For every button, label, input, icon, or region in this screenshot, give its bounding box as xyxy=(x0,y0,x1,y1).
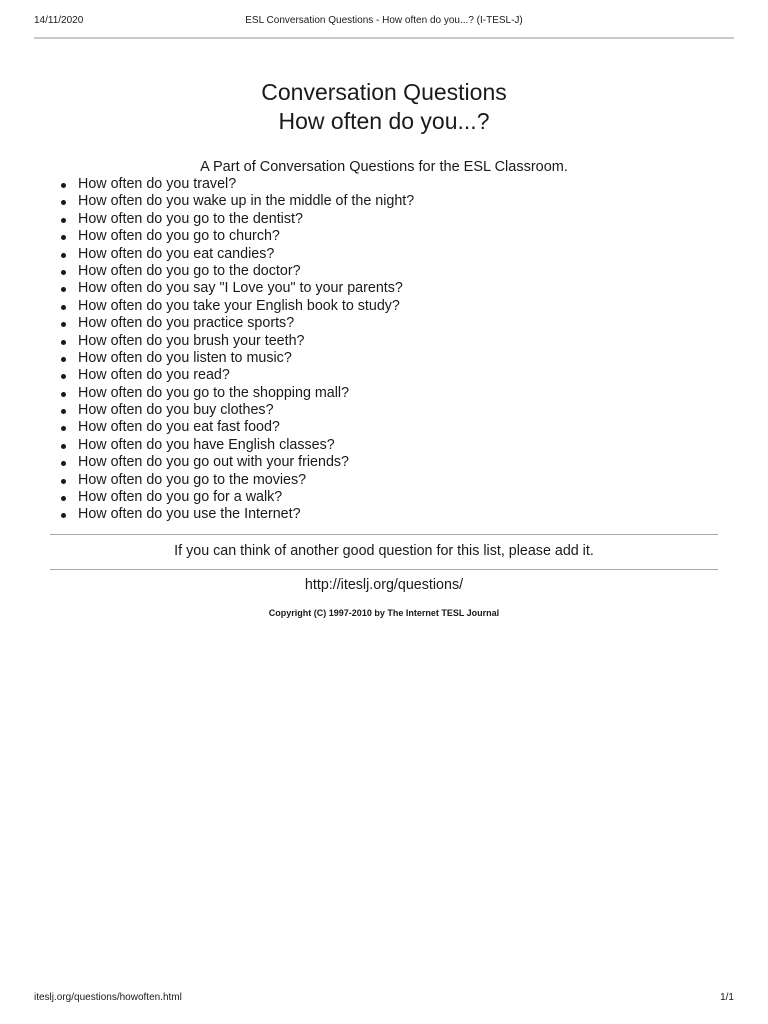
question-text: How often do you brush your teeth? xyxy=(78,332,305,349)
question-text: How often do you travel? xyxy=(78,176,237,192)
question-item xyxy=(60,419,414,436)
bullet-icon xyxy=(61,479,66,484)
question-text: How often do you practice sports? xyxy=(78,315,295,332)
question-text: How often do you eat fast food? xyxy=(78,419,280,436)
question-item xyxy=(60,263,414,280)
bullet-icon xyxy=(61,496,66,501)
question-item xyxy=(60,385,414,402)
question-item xyxy=(60,489,414,506)
question-item xyxy=(60,228,414,245)
question-item xyxy=(60,298,414,315)
question-text: How often do you buy clothes? xyxy=(78,402,274,419)
bullet-icon xyxy=(61,253,66,258)
question-text: How often do you go for a walk? xyxy=(78,489,283,506)
bullet-icon xyxy=(61,270,66,275)
question-text: How often do you go out with your friends? xyxy=(78,454,350,471)
page-title xyxy=(0,78,768,136)
bullet-icon xyxy=(61,461,66,466)
question-text: How often do you go to the doctor? xyxy=(78,262,301,279)
question-text: How often do you have English classes? xyxy=(78,436,335,453)
question-text: How often do you eat candies? xyxy=(78,245,275,262)
question-item xyxy=(60,472,414,489)
bullet-icon xyxy=(61,392,66,397)
bullet-icon xyxy=(61,340,66,345)
question-list xyxy=(60,176,414,524)
bullet-icon xyxy=(61,409,66,414)
question-item xyxy=(60,246,414,263)
footer-page-url: iteslj.org/questions/howoften.html xyxy=(34,992,182,1003)
bullet-icon xyxy=(61,183,66,188)
question-text: How often do you take your English book to study? xyxy=(78,297,400,314)
question-item xyxy=(60,315,414,332)
bullet-icon xyxy=(61,444,66,449)
bullet-icon xyxy=(61,218,66,223)
question-item xyxy=(60,437,414,454)
print-document-title: ESL Conversation Questions - How often do you...? (I-TESL-J) xyxy=(245,15,523,26)
question-item xyxy=(60,454,414,471)
question-item xyxy=(60,280,414,297)
add-question-note: If you can think of another good question for this list, please add it. xyxy=(174,543,594,559)
question-text: How often do you wake up in the middle of the night? xyxy=(78,193,415,210)
divider-bottom xyxy=(50,569,718,570)
question-item xyxy=(60,506,414,523)
question-text: How often do you go to the movies? xyxy=(78,471,307,488)
page-subtitle: A Part of Conversation Questions for the ESL Classroom. xyxy=(200,159,568,175)
question-item xyxy=(60,367,414,384)
copyright-notice: Copyright (C) 1997-2010 by The Internet TESL Journal xyxy=(268,608,500,618)
question-text: How often do you go to the shopping mall? xyxy=(78,384,350,401)
questions-link[interactable]: http://iteslj.org/questions/ xyxy=(304,577,464,593)
bullet-icon xyxy=(61,374,66,379)
bullet-icon xyxy=(61,426,66,431)
page-title-line-2: How often do you...? xyxy=(278,108,490,134)
question-item xyxy=(60,193,414,210)
bullet-icon xyxy=(61,357,66,362)
header-divider xyxy=(34,37,734,39)
question-item xyxy=(60,333,414,350)
question-text: How often do you read? xyxy=(78,367,230,384)
question-item xyxy=(60,176,414,193)
footer-page-number: 1/1 xyxy=(720,992,734,1003)
question-item xyxy=(60,211,414,228)
bullet-icon xyxy=(61,305,66,310)
question-text: How often do you say "I Love you" to your parents? xyxy=(78,280,403,297)
bullet-icon xyxy=(61,235,66,240)
question-text: How often do you listen to music? xyxy=(78,349,292,366)
question-item xyxy=(60,402,414,419)
bullet-icon xyxy=(61,322,66,327)
bullet-icon xyxy=(61,200,66,205)
page-title-line-1: Conversation Questions xyxy=(261,79,507,105)
bullet-icon xyxy=(61,287,66,292)
divider-top xyxy=(50,534,718,535)
question-item xyxy=(60,350,414,367)
print-date: 14/11/2020 xyxy=(34,15,84,26)
question-text: How often do you go to the dentist? xyxy=(78,210,303,227)
question-text: How often do you use the Internet? xyxy=(78,506,301,523)
question-text: How often do you go to church? xyxy=(78,228,280,245)
bullet-icon xyxy=(61,513,66,518)
